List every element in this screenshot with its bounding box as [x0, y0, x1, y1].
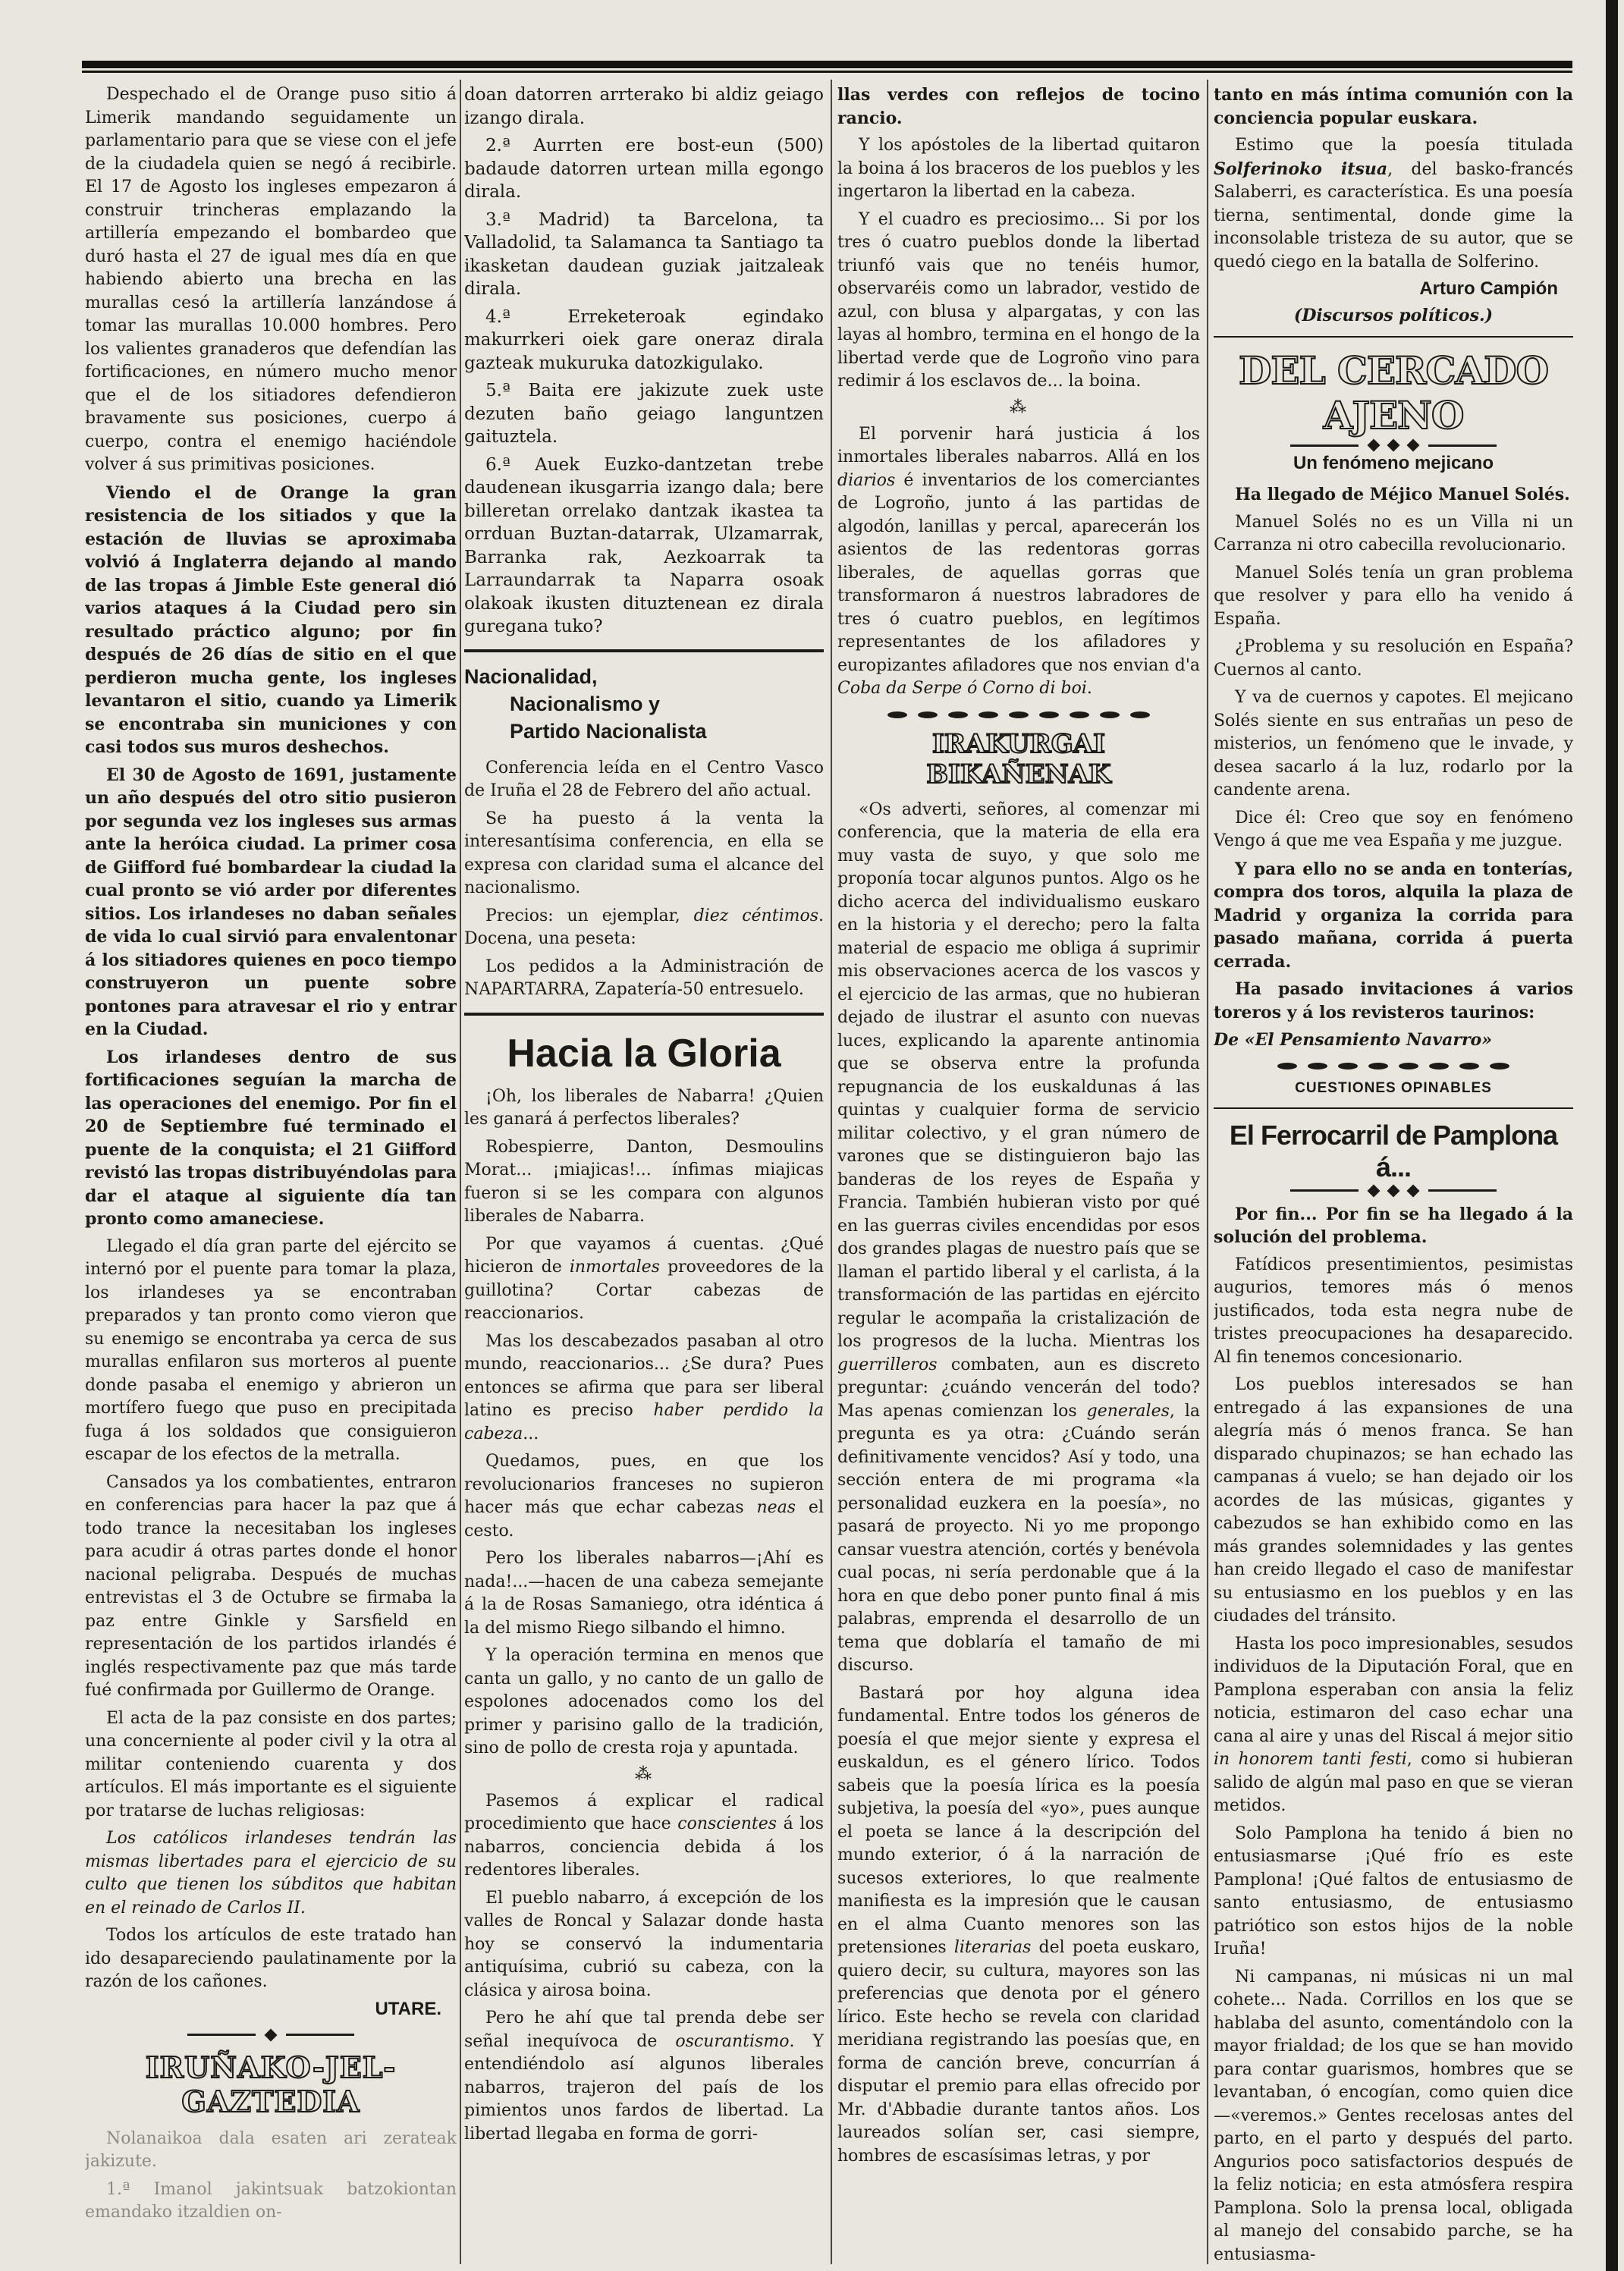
article-paragraph: Y va de cuernos y capotes. El mejicano Solés siente en sus entrañas un peso de misterios, un fenómeno que le invade, y desea sacarlo á la luz, rodarlo por la candente arena. [1214, 688, 1573, 799]
column-4 [1214, 83, 1573, 2268]
article-paragraph: Los pedidos a la Administración de NAPARTARRA, Zapatería-50 entresuelo. [464, 956, 824, 999]
article-paragraph: Nolanaikoa dala esaten ari zerateak jakizute. [85, 2128, 457, 2171]
article-paragraph: Y la operación termina en menos que canta un gallo, y no canto de un gallo de espolones adocenados como los del primer y parisino gallo de la tradición, sino de pollo de cresta roja y apuntada. [464, 1646, 824, 1757]
section-rule [1214, 336, 1573, 338]
article-paragraph: El porvenir hará justicia á los inmortales liberales nabarros. Allá en los diarios é inventarios de los comerciantes de Logroño, junto á las partidas de algodón, lanillas y percal, aparecerán los asientos de las redentoras gorras liberales, de aquellas gorras que transformaron á nuestros labradores de tres ó cuatro pueblos, en legítimos representantes de los afiladores y europizantes afiladores que nos envian d'a Coba da Serpe ó Corno di boi. [837, 424, 1200, 698]
column-1 [85, 83, 457, 2268]
article-paragraph: ¿Problema y su resolución en España? Cuernos al canto. [1214, 637, 1573, 680]
headline-hacia-la-gloria: Hacia la Gloria [507, 1031, 781, 1076]
article-paragraph: Los irlandeses dentro de sus fortificaciones seguían la marcha de las operaciones del enemigo. Por fin el 20 de Septiembre fué terminado el puente de la conquista; el 21 Giifford revistó las tropas distribuyéndolas para dar el ataque al siguiente día tan pronto como amaneciese. [85, 1047, 457, 1229]
ornament-divider [85, 2031, 457, 2040]
top-rule-thin [82, 71, 1572, 73]
article-paragraph: 6.ª Auek Euzko-dantzetan trebe daudenean ikusgarria izango dala; bere billeretan orrelako dantzak ikastea ta orrduan Buztan-datarrak, Ulzamarrak, Barranka rak, Aezkoarrak ta Larraundarrak ta Naparra osoak olakoak ikusten dituztenean ez dirala guregana tuko? [464, 454, 824, 636]
article-paragraph: Por fin... Por fin se ha llegado á la solución del problema. [1214, 1204, 1573, 1247]
article-paragraph: El pueblo nabarro, á excepción de los valles de Roncal y Salazar donde hasta hoy se conservó la indumentaria antiquísima, cubrió su cabeza, con la clásica y airosa boina. [464, 1888, 824, 2000]
column-3 [837, 83, 1200, 2268]
article-paragraph: Pero he ahí que tal prenda debe ser señal inequívoca de oscurantismo. Y entendiéndolo así algunos liberales nabarros, trajeron del país de los pimientos unos fardos de libertad. La libertad llegaba en forma de gorri- [464, 2009, 824, 2144]
article-paragraph: Hasta los poco impresionables, sesudos individuos de la Diputación Foral, que en Pamplona esperaban con ansia la feliz noticia, estimaron del caso echar una cana al aire y unas del Riscal á mejor sitio in honorem tanti festi, como si hubieran salido de algún mal paso en que se vieran metidos. [1214, 1634, 1573, 1815]
article-paragraph: Pasemos á explicar el radical procedimiento que hace conscientes á los nabarros, conciencia debida á los redentores liberales. [464, 1791, 824, 1880]
section-rule [1214, 1107, 1573, 1109]
article-paragraph: Ha pasado invitaciones á varios toreros y á los revisteros taurinos: [1214, 979, 1573, 1022]
article-paragraph: ¡Oh, los liberales de Nabarra! ¿Quien les ganará á perfectos liberales? [464, 1086, 824, 1129]
article-paragraph: 2.ª Aurrten ere bost-eun (500) badaude datorren urtean milla egongo dirala. [464, 136, 824, 202]
article-paragraph: Por que vayamos á cuentas. ¿Qué hicieron de inmortales proveedores de la guillotina? Cortar cabezas de reaccionarios. [464, 1234, 824, 1323]
article-paragraph: Se ha puesto á la venta la interesantísima conferencia, en ella se expresa con claridad suma el alcance del nacionalismo. [464, 809, 824, 897]
ornament-divider [1214, 1186, 1573, 1195]
section-title-line: Partido Nacionalista [510, 719, 707, 743]
section-stars: ⁂ [635, 1764, 653, 1784]
article-paragraph: Viendo el de Orange la gran resistencia de los sitiados y que la estación de lluvias se aproximaba volvió á Inglaterra dejando al mando de las tropas á Jimble Este general dió varios ataques á la Ciudad pero sin resultado práctico alguno; por fin después de 26 días de sitio en el que perdieron mucha gente, los ingleses levantaron el sitio, cuando ya Limerik se encontraba sin municiones y con casi todos sus muros deshechos. [85, 482, 457, 757]
headline-irakurgai: IRAKURGAI BIKAÑENAK [926, 728, 1111, 790]
article-paragraph: Pero los liberales nabarros—¡Ahí es nada!...—hacen de una cabeza semejante á la de Rosas Samaniego, otra idéntica á la del mismo Riego silbando el himno. [464, 1549, 824, 1638]
article-paragraph: Despechado el de Orange puso sitio á Limerik mandando seguidamente un parlamentario para que se viese con el jefe de la ciudadela quien se negó á recibirle. El 17 de Agosto los ingleses empezaron á construir trincheras emplazando la artillería empezando el bombardeo que duró hasta el 27 de igual mes día en que habiendo abierto una brecha en las murallas cesó la artillería lanzándose á tomar las murallas 10.000 hombres. Pero los valientes granaderos que defendían las fortificaciones, en número mucho menor que el de los sitiadores defendieron bravamente sus posiciones, cuerpo á cuerpo, contra el enemigo haciéndole volver á sus primitivas posiciones. [85, 85, 457, 474]
article-paragraph: 5.ª Baita ere jakizute zuek uste dezuten baño geiago languntzen gaituztela. [464, 381, 824, 447]
article-paragraph: Bastará por hoy alguna idea fundamental. Entre todos los géneros de poesía el que mejor siente y expresa el euskaldun, es el género lírico. Todos sabeis que la poesía lírica es la poesía subjetiva, la poesía del «yo», pues aunque el poeta se lance á la descripción del mundo exterior, ó á la narración de sucesos exteriores, lo que realmente manifiesta es la impresión que le causan en el alma Cuanto menores son las pretensiones literarias del poeta euskaro, quiero decir, su cultura, mayores son las preferencias que denota por el género lírico. Este hecho se revela con claridad meridiana registrando las poesías que, en forma de canción breve, concurrían á disputar el premio para ellas ofrecido por Mr. d'Abbadie durante tantos años. Los laureados solían ser, casi siempre, hombres de escasísimas letras, y por [837, 1683, 1200, 2166]
article-paragraph: Los pueblos interesados se han entregado á las expansiones de una alegría más ó menos franca. Se han disparado chupinazos; se han echado las campanas á vuelo; se han dejado oir los acordes de las músicas, gigantes y cabezudos se han exhibido como en las más grandes solemnidades y las gentes han creido llegado el caso de manifestar su entusiasmo en los pueblos y en las ciudades del tránsito. [1214, 1375, 1573, 1626]
article-paragraph: Y los apóstoles de la libertad quitaron la boina á los braceros de los pueblos y les ingertaron la libertad en la cabeza. [837, 136, 1200, 201]
article-paragraph: 3.ª Madrid) ta Barcelona, ta Valladolid, ta Salamanca ta Santiago ta ikasketan daudean guziak jaitzaleak dirala. [464, 209, 824, 299]
article-paragraph: Manuel Solés tenía un gran problema que resolver y para ello ha venido á España. [1214, 563, 1573, 629]
source-note: De «El Pensamiento Navarro» [1214, 1030, 1492, 1050]
article-paragraph: El acta de la paz consiste en dos partes; una concerniente al poder civil y la otra al militar conteniendo cuarenta y dos artículos. El más importante es el siguiente por tratarse de luchas religiosas: [85, 1708, 457, 1820]
section-label-cuestiones: CUESTIONES OPINABLES [1295, 1079, 1492, 1096]
section-rule [464, 1013, 824, 1016]
article-paragraph: Todos los artículos de este tratado han ido desapareciendo paulatinamente por la razón de los cañones. [85, 1926, 457, 1991]
column-divider [1207, 80, 1208, 2264]
column-divider [460, 80, 461, 2264]
article-paragraph: 4.ª Erreketeroak egindako makurrkeri oiek gare oneraz dirala gazteak mukuruka datozkigulako. [464, 306, 824, 373]
headline-ferrocarril: El Ferrocarril de Pamplona á... [1229, 1119, 1558, 1183]
article-paragraph: doan datorren arrterako bi aldiz geiago izango dirala. [464, 85, 824, 128]
article-paragraph: «Os adverti, señores, al comenzar mi conferencia, que la materia de ella era muy vasta de suyo, y que solo me proponía tocar algunos puntos. Algo os he dicho acerca del individualismo euskaro en la historia y el derecho; pero la falta material de espacio me obliga á suprimir mis observaciones acerca de los vascos y el ejercicio de las armas, que no hubieran dejado de ilustrar el asunto con nuevas luces, explicando la aparente antinomia que se observa entre la profunda repugnancia de los euskaldunas á las quintas y cualquier forma de servicio militar colectivo, y el gran número de varones que se distinguieron bajo las banderas de los reyes de España y Francia. También hubieran visto por qué en las guerras civiles encendidas por esos dos grandes plagas de nuestro país que se llaman el partido liberal y el carlista, á la transformación de las partidas en ejército regular le acompaña la cristalización de los progresos de la lucha. Mientras los guerrilleros combaten, aun es discreto preguntar: ¿cuándo vencerán del todo? Mas apenas comienzan los generales, la pregunta es ya otra: ¿Cuándo serán definitivamente vencidos? Así y todo, una sección entera de mi programa «la personalidad euzkera en la poesía», no pasará de proyecto. Ni yo me propongo cansar vuestra atención, cortés y benévola cual pocas, ni sería perdonable que á la hora en que debo poner punto final á mis palabras, emprenda el desarrollo de un tema que doblaría el tamaño de mi discurso. [837, 799, 1200, 1675]
ornament-divider [1214, 1063, 1573, 1070]
headline-del-cercado-ajeno: DEL CERCADO AJENO [1239, 348, 1548, 438]
price-paragraph: Precios: un ejemplar, diez céntimos. Docena, una peseta: [464, 906, 824, 948]
signature-utare: UTARE. [375, 1998, 441, 2019]
signature-note: (Discursos políticos.) [1293, 306, 1494, 325]
article-paragraph: El 30 de Agosto de 1691, justamente un año después del otro sitio pusieron por segunda vez los ingleses sus armas ante la heróica ciudad. La primer cosa de Giifford fué bombardear la ciudad la cual pronto se vió arder por diferentes sitios. Los irlandeses no daban señales de vida lo cual sirvió para envalentonar á los sitiadores quienes en poco tiempo construyeron un puente sobre pontones para atravesar el rio y entrar en la Ciudad. [85, 765, 457, 1039]
ornament-divider [837, 711, 1200, 718]
article-paragraph: Solo Pamplona ha tenido á bien no entusiasmarse ¡Qué frío es este Pamplona! ¡Qué faltos de entusiasmo de santo entusiasmo, de entusiasmo patriótico son estos hijos de la noble Iruña! [1214, 1823, 1573, 1958]
column-2 [464, 83, 824, 2268]
article-paragraph: 1.ª Imanol jakintsuak batzokiontan emandako itzaldien on- [85, 2179, 457, 2222]
article-paragraph: Ha llegado de Méjico Manuel Solés. [1235, 485, 1570, 504]
article-paragraph: Ni campanas, ni músicas ni un mal cohete... Nada. Corrillos en los que se hablaba del asunto, comentándolo con la mayor frialdad; de los que se han movido para contar guarismos, hombres que se levantaban, ó encogían, como quien dice—«veremos.» Gentes recelosas antes del parto, en el parto y después del parto. Angurios poco satisfactorios después de la feliz noticia; en esta atmósfera respira Pamplona. Solo la prensa local, obligada al manejo del consabido parche, se ha entusiasma- [1214, 1967, 1573, 2264]
article-paragraph: Dice él: Creo que soy en fenómeno Vengo á que me vea España y me juzgue. [1214, 808, 1573, 850]
section-title-line: Nacionalidad, [464, 664, 598, 688]
section-title-nacionalidad [464, 663, 824, 745]
article-paragraph: Cansados ya los combatientes, entraron en conferencias para hacer la paz que á todo trance la necesitaban los ingleses para acudir á otras partes donde el honor nacional peligraba. Después de muchas entrevistas el 3 de Octubre se firmaba la paz entre Ginkle y Sarsfield en representación de los partidos irlandés é inglés respectivamente paz que más tarde fué confirmada por Guillermo de Orange. [85, 1472, 457, 1700]
top-rule [82, 61, 1572, 68]
article-paragraph: Estimo que la poesía titulada Solferinoko itsua, del basko-francés Salaberri, es característica. Es una poesía tierna, sentimental, donde gime la inconsolable tristeza de su autor, que se quedó ciego en la batalla de Solferino. [1214, 136, 1573, 272]
article-paragraph: Y para ello no se anda en tonterías, compra dos toros, alquila la plaza de Madrid y organiza la corrida para pasado mañana, corrida á puerta cerrada. [1214, 859, 1573, 972]
section-rule [464, 649, 824, 652]
article-paragraph: Y el cuadro es preciosimo... Si por los tres ó cuatro pueblos donde la libertad triunfó vais que no tenéis humor, observaréis como un labrador, vestido de azul, con blusa y alpargatas, y con las layas al hombro, termina en el hongo de la libertad verde que de Logroño vino para redimir á los esclavos de... la boina. [837, 209, 1200, 391]
article-paragraph: Robespierre, Danton, Desmoulins Morat... ¡miajicas!... ínfimas miajicas fueron si se les compara con algunos liberales de Nabarra. [464, 1137, 824, 1226]
article-paragraph: Manuel Solés no es un Villa ni un Carranza ni otro cabecilla revolucionario. [1214, 512, 1573, 554]
section-stars: ⁂ [1010, 397, 1028, 417]
article-paragraph: Mas los descabezados pasaban al otro mundo, reaccionarios... ¿Se dura? Pues entonces se afirma que para ser liberal latino es preciso haber perdido la cabeza... [464, 1331, 824, 1443]
quoted-article: Los católicos irlandeses tendrán las mismas libertades para el ejercicio de su culto que tienen los súbditos que habitan en el reinado de Carlos II. [85, 1829, 457, 1918]
article-paragraph: Quedamos, pues, en que los revolucionarios franceses no supieron hacer más que echar cabezas neas el cesto. [464, 1452, 824, 1541]
article-paragraph: llas verdes con reflejos de tocino rancio. [837, 85, 1200, 128]
column-divider [831, 80, 832, 2264]
section-title-line: Nacionalismo y [510, 692, 661, 715]
subheadline-fenomeno: Un fenómeno mejicano [1293, 453, 1494, 473]
ornament-divider [1214, 441, 1573, 450]
section-title-irunako: IRUÑAKO-JEL-GAZTEDIA [145, 2050, 397, 2119]
article-paragraph: Fatídicos presentimientos, pesimistas augurios, temores más ó menos justificados, toda esta negra nube de tristes preocupaciones ha desaparecido. Al fin tenemos concesionario. [1214, 1255, 1573, 1367]
article-paragraph: Conferencia leída en el Centro Vasco de Iruña el 28 de Febrero del año actual. [464, 758, 824, 800]
article-paragraph: Llegado el día gran parte del ejército se internó por el puente para tomar la plaza, los irlandeses ya se encontraban preparados y tan pronto como vieron que su enemigo se encontraba ya cerca de sus murallas enfilaron sus morteros al puente donde pasaba el enemigo y abrieron un mortífero fuego que puso en precipitada fuga á los soldados que consiguieron escapar de los efectos de la metralla. [85, 1236, 457, 1464]
article-paragraph: tanto en más íntima comunión con la conciencia popular euskara. [1214, 85, 1573, 128]
page-edge [1606, 0, 1618, 2271]
signature-campion: Arturo Campión [1419, 278, 1558, 299]
